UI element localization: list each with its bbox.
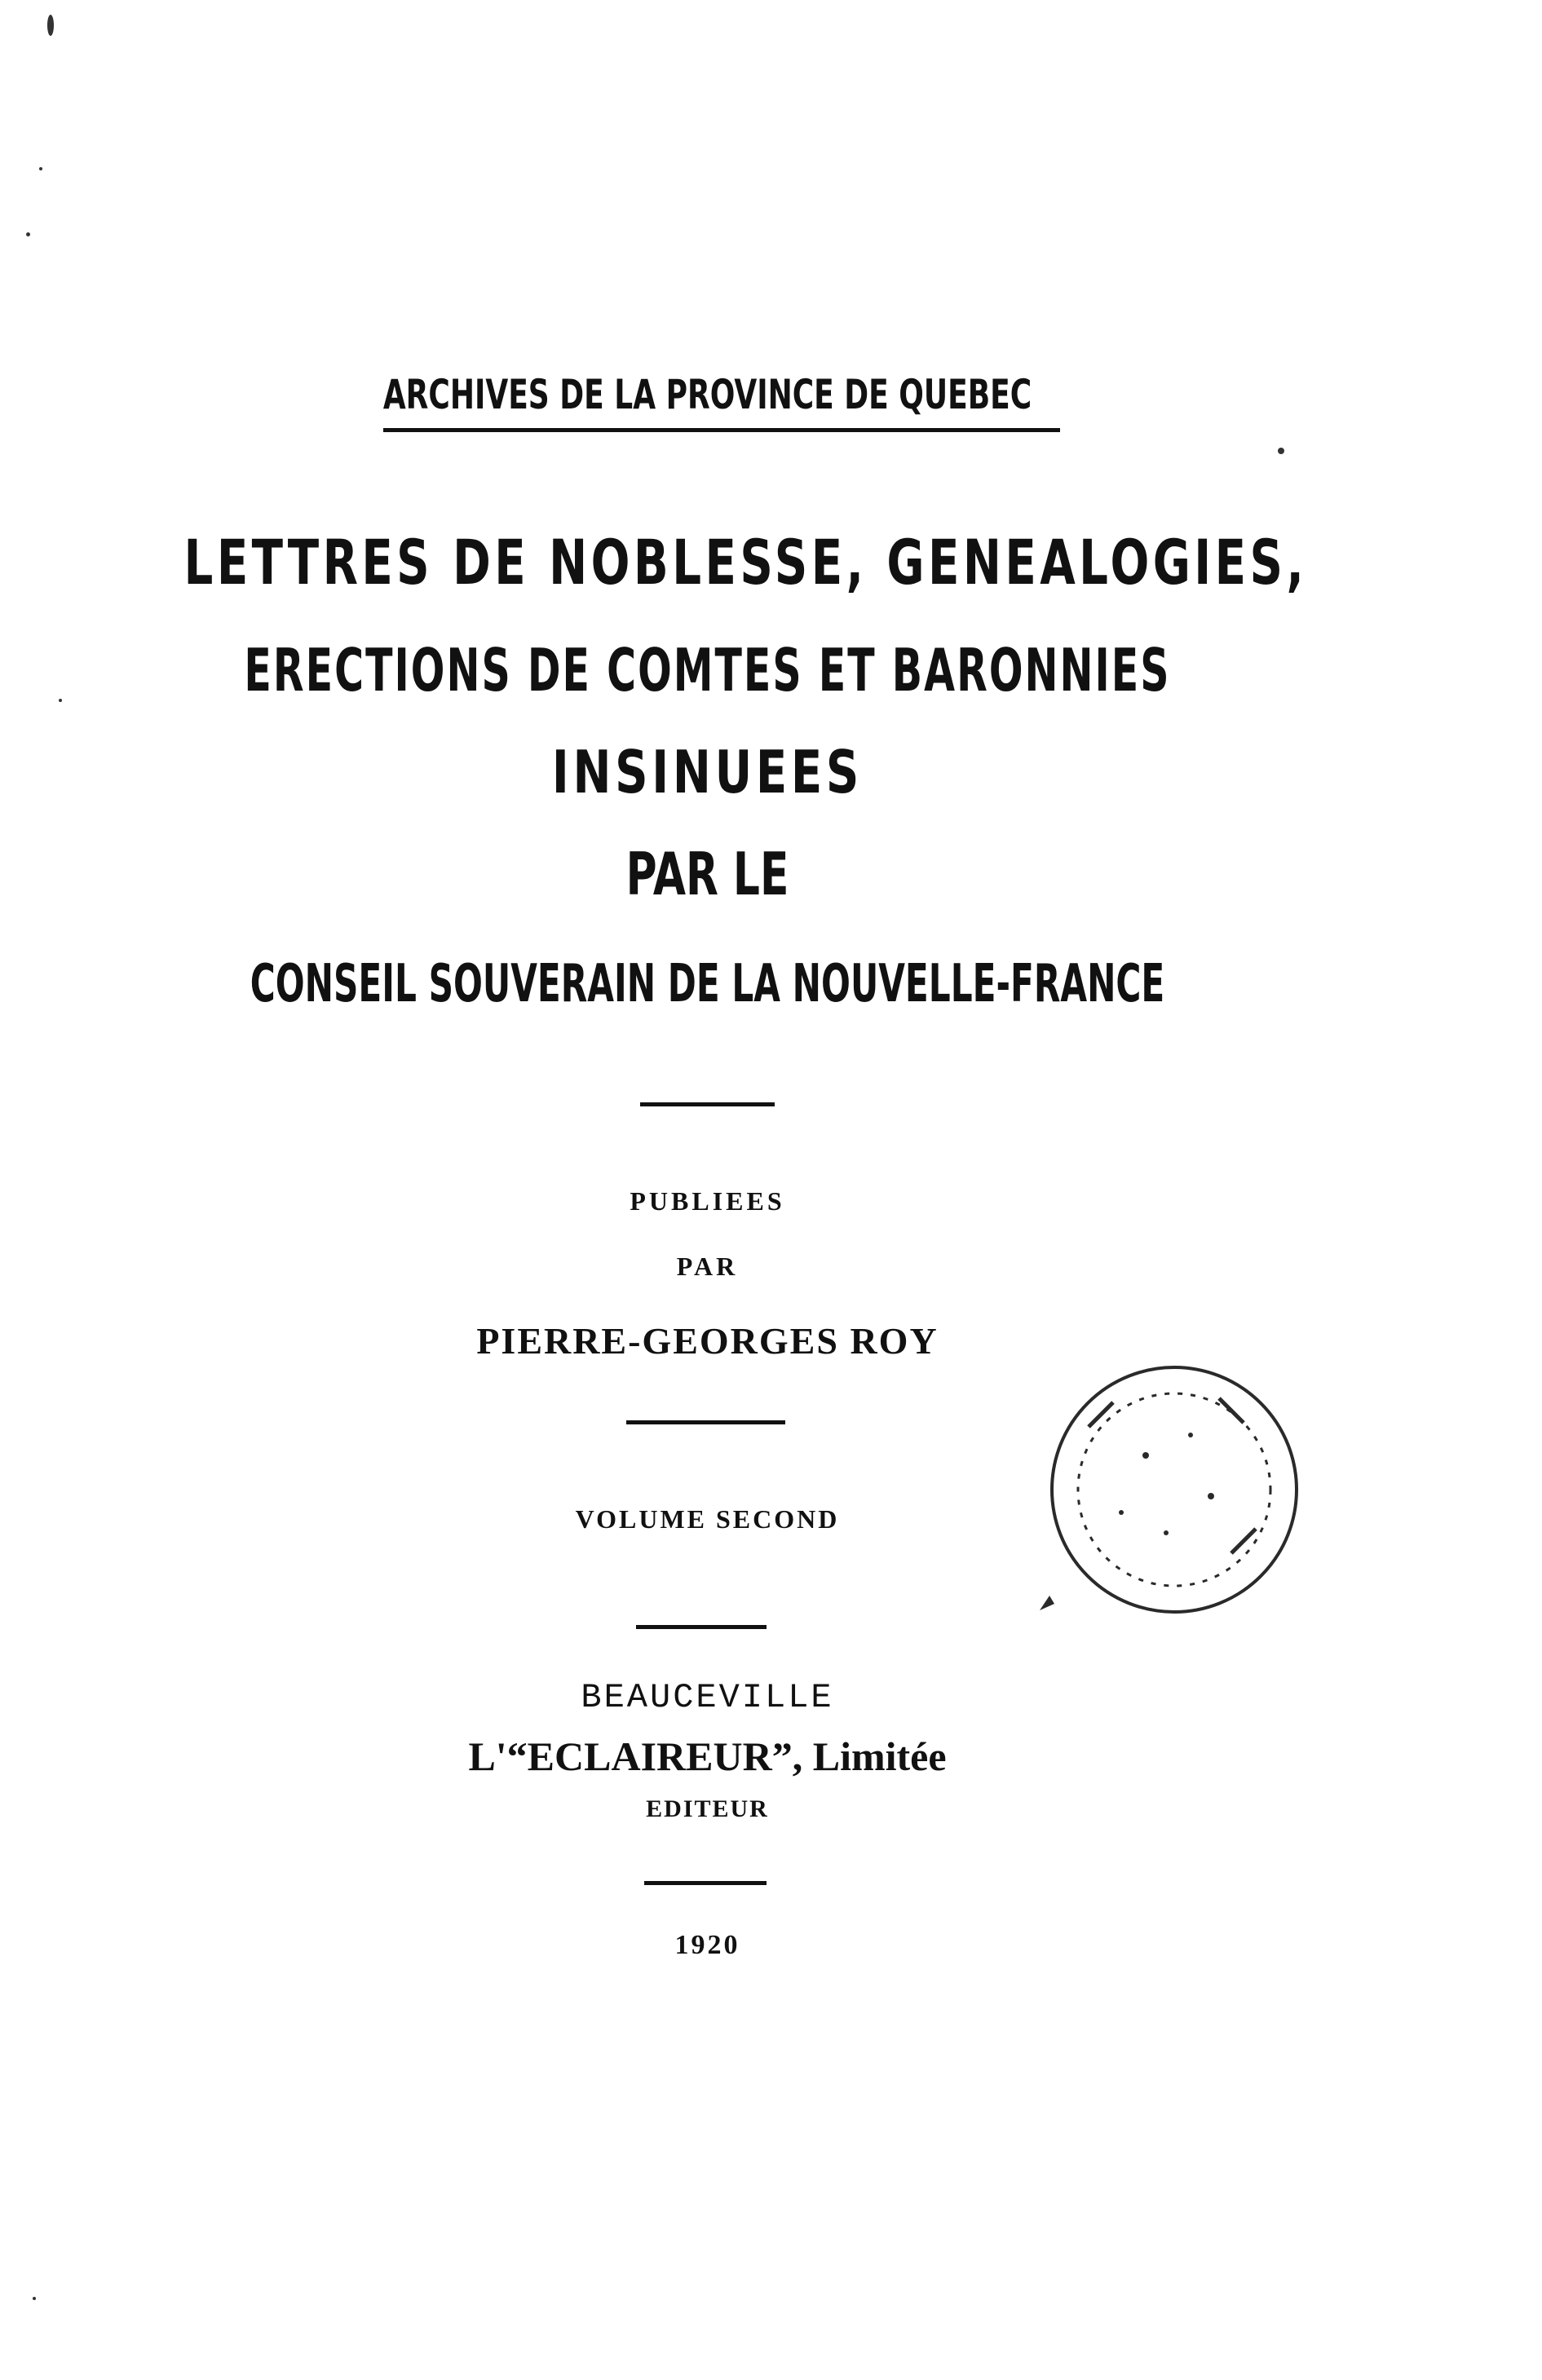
title-line-5: CONSEIL SOUVERAIN DE LA NOUVELLE-FRANCE (250, 954, 1165, 1014)
divider-1 (640, 1102, 775, 1106)
scan-speck (39, 167, 42, 170)
volume-label: VOLUME SECOND (575, 1504, 840, 1534)
by-label: PAR (676, 1252, 739, 1281)
imprint-publisher: L'“ECLAIREUR”, Limitée (468, 1733, 947, 1779)
divider-3 (636, 1625, 767, 1629)
scan-speck (47, 15, 54, 36)
scan-speck (33, 2297, 36, 2300)
title-line-2: ERECTIONS DE COMTES ET BARONNIES (244, 636, 1171, 704)
published-label: PUBLIEES (630, 1186, 785, 1216)
title-line-4: PAR LE (625, 840, 789, 908)
scan-speck (1278, 448, 1284, 454)
divider-4 (644, 1881, 767, 1885)
library-stamp-icon (1023, 1349, 1309, 1635)
scan-speck (59, 699, 62, 702)
imprint-city: BEAUCEVILLE (581, 1678, 834, 1717)
author-name: PIERRE-GEORGES ROY (476, 1320, 939, 1362)
title-line-3: INSINUEES (551, 738, 864, 806)
scan-speck (26, 232, 30, 236)
imprint-role: EDITEUR (646, 1795, 769, 1822)
divider-2 (626, 1420, 785, 1424)
title-line-1: LETTRES DE NOBLESSE, GENEALOGIES, (183, 526, 1308, 598)
archive-title-underline (383, 428, 1060, 432)
imprint-year: 1920 (674, 1930, 740, 1960)
archive-title: ARCHIVES DE LA PROVINCE DE QUEBEC (382, 371, 1032, 418)
